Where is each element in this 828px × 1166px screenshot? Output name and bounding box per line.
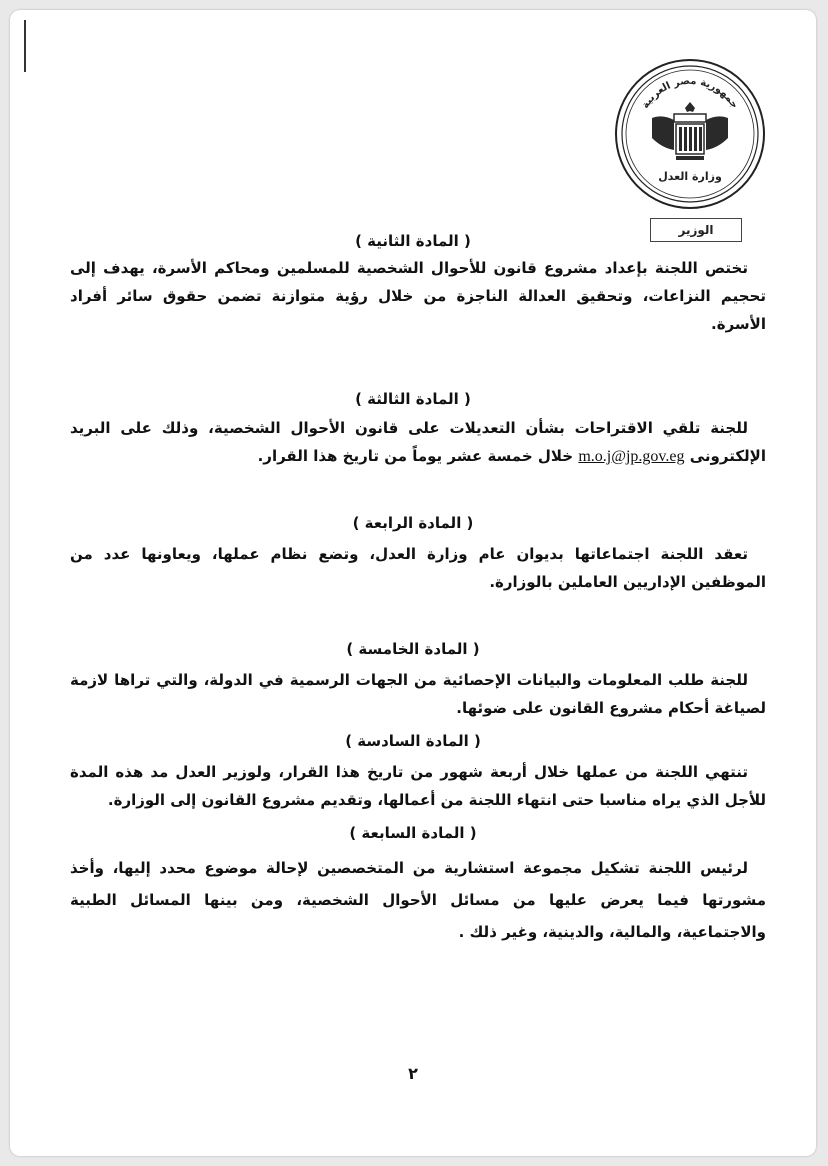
email-link[interactable]: m.o.j@jp.gov.eg [578,448,685,465]
document-page [10,10,816,1156]
margin-rule [24,20,26,72]
article-7-text: لرئيس اللجنة تشكيل مجموعة استشارية من المتخصصين لإحالة موضوع محدد إليها، وأخذ مشورتها فيما يعرض عليها من مسائل الأحوال الشخصية، ومن بينها المسائل الطبية والاجتماعية، والمالية، والدينية، وغير ذلك . [70,859,766,941]
article-4-heading: ( المادة الرابعة ) [352,514,474,532]
article-3-text: للجنة تلقي الاقتراحات بشأن التعديلات على قانون الأحوال الشخصية، وذلك على البريد الإلكترونى m.o.j@jp.gov.eg خلال خمسة عشر يوماً من تاريخ هذا القرار. [70,419,766,465]
seal-bottom-text: وزارة العدل [658,170,722,183]
article-2-heading: ( المادة الثانية ) [355,232,471,250]
article-6-heading: ( المادة السادسة ) [345,732,481,750]
page-number: ٢ [408,1064,418,1083]
article-4-text: تعقد اللجنة اجتماعاتها بديوان عام وزارة العدل، وتضع نظام عملها، ويعاونها عدد من الموظفين الإداريين العاملين بالوزارة. [70,545,766,591]
article-3-heading: ( المادة الثالثة ) [355,390,471,408]
minister-label: الوزير [678,223,714,237]
ministry-of-justice-seal [614,58,766,210]
article-7-heading: ( المادة السابعة ) [349,824,477,842]
article-5-heading: ( المادة الخامسة ) [346,640,480,658]
seal-top-text: جمهورية مصر العربية [639,75,741,111]
article-5-text: للجنة طلب المعلومات والبيانات الإحصائية من الجهات الرسمية في الدولة، والتي تراها لازمة لصياغة أحكام مشروع القانون على ضوئها. [70,671,766,717]
article-6-text: تنتهي اللجنة من عملها خلال أربعة شهور من تاريخ هذا القرار، ولوزير العدل مد هذه المدة للأجل الذي يراه مناسبا حتى انتهاء اللجنة من أعمالها، وتقديم مشروع القانون إلى الوزارة. [70,763,766,809]
article-2-text: تختص اللجنة بإعداد مشروع قانون للأحوال الشخصية للمسلمين ومحاكم الأسرة، يهدف إلى تحجيم النزاعات، وتحقيق العدالة الناجزة من خلال رؤية متوازنة تضمن حقوق سائر أفراد الأسرة. [70,259,766,333]
